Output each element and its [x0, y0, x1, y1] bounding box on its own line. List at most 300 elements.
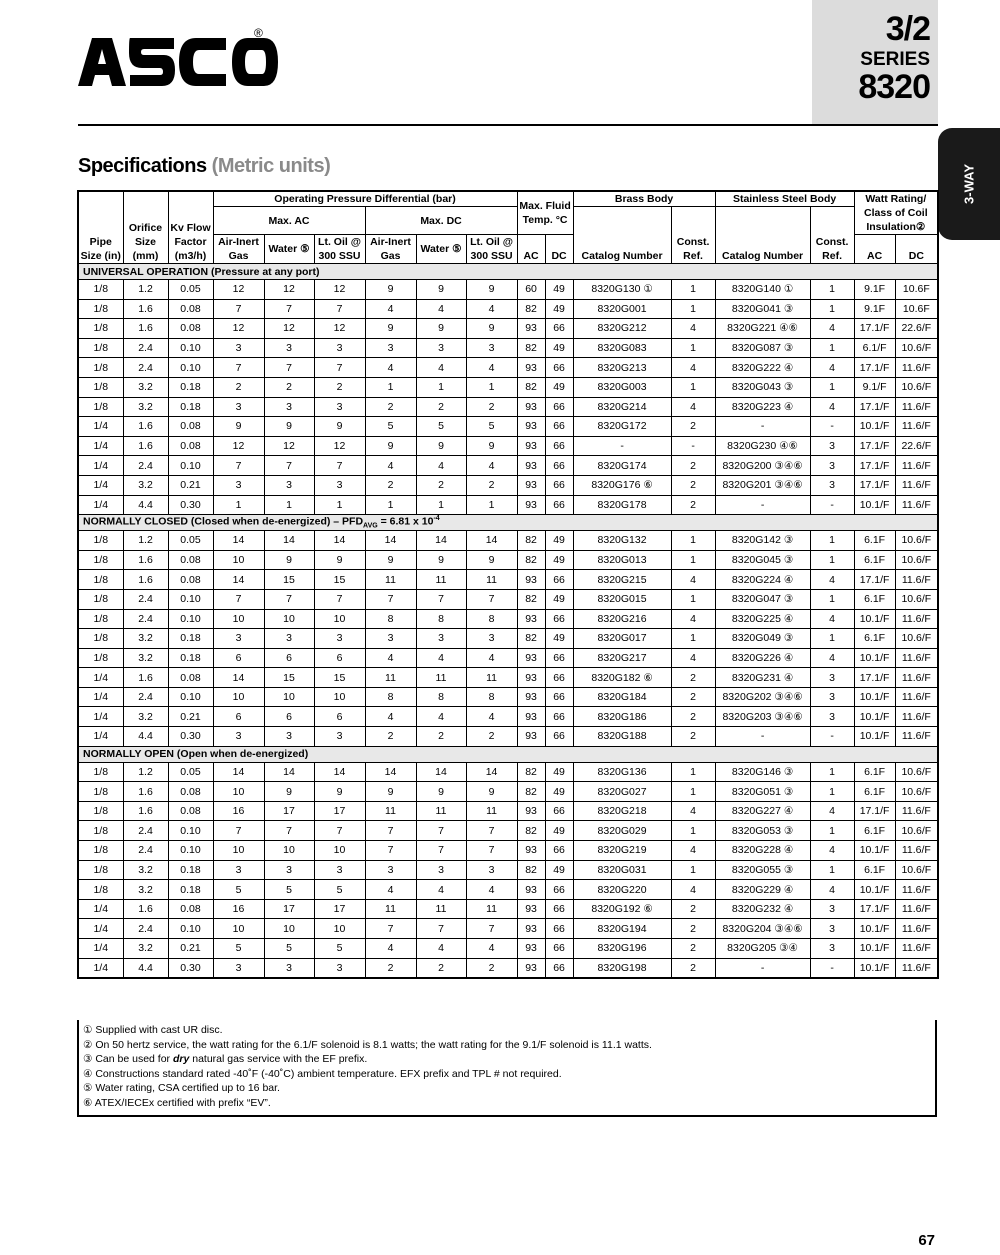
cell-watt-dc: 11.6/F [895, 939, 938, 959]
cell-dc-water: 9 [416, 550, 466, 570]
cell-watt-dc: 11.6/F [895, 456, 938, 476]
cell-kv-flow: 0.05 [168, 280, 213, 300]
cell-pipe-size: 1/8 [78, 762, 123, 782]
cell-dc-water: 4 [416, 939, 466, 959]
cell-ac-air: 10 [213, 550, 264, 570]
cell-temp-dc: 66 [545, 456, 573, 476]
cell-brass-catalog: 8320G174 [573, 456, 671, 476]
cell-brass-catalog: 8320G029 [573, 821, 671, 841]
cell-kv-flow: 0.10 [168, 821, 213, 841]
header-brass-const: Const. Ref. [671, 207, 715, 264]
cell-brass-const: 2 [671, 919, 715, 939]
cell-brass-const: 1 [671, 821, 715, 841]
footnotes [77, 1020, 937, 1117]
cell-watt-ac: 10.1/F [854, 417, 895, 437]
cell-brass-catalog: 8320G083 [573, 338, 671, 358]
cell-watt-dc: 11.6/F [895, 727, 938, 747]
cell-watt-ac: 17.1/F [854, 570, 895, 590]
cell-watt-dc: 10.6/F [895, 629, 938, 649]
cell-dc-oil: 2 [466, 958, 517, 978]
cell-ss-const: 4 [810, 319, 854, 339]
cell-ac-oil: 9 [314, 417, 365, 437]
cell-ss-const: 1 [810, 860, 854, 880]
cell-watt-ac: 10.1/F [854, 727, 895, 747]
cell-dc-air: 3 [365, 860, 416, 880]
cell-ss-const: 3 [810, 919, 854, 939]
cell-brass-catalog: 8320G194 [573, 919, 671, 939]
table-row [78, 821, 938, 841]
cell-ac-oil: 17 [314, 899, 365, 919]
cell-ac-oil: 14 [314, 762, 365, 782]
cell-temp-dc: 49 [545, 629, 573, 649]
cell-pipe-size: 1/8 [78, 358, 123, 378]
header-brass-catalog: Catalog Number [573, 207, 671, 264]
cell-brass-catalog: 8320G215 [573, 570, 671, 590]
cell-temp-dc: 66 [545, 609, 573, 629]
cell-watt-ac: 6.1F [854, 629, 895, 649]
cell-temp-ac: 93 [517, 417, 545, 437]
cell-dc-oil: 2 [466, 475, 517, 495]
cell-dc-water: 7 [416, 589, 466, 609]
cell-temp-dc: 66 [545, 475, 573, 495]
footnote-5: ⑤ Water rating, CSA certified up to 16 bar. [83, 1082, 280, 1094]
cell-dc-water: 2 [416, 475, 466, 495]
cell-dc-oil: 4 [466, 939, 517, 959]
cell-temp-dc: 49 [545, 860, 573, 880]
table-row [78, 475, 938, 495]
cell-dc-oil: 3 [466, 860, 517, 880]
cell-ac-oil: 7 [314, 456, 365, 476]
cell-dc-air: 2 [365, 397, 416, 417]
table-row [78, 570, 938, 590]
cell-watt-dc: 11.6/F [895, 899, 938, 919]
cell-dc-oil: 3 [466, 338, 517, 358]
cell-dc-oil: 2 [466, 727, 517, 747]
cell-dc-air: 9 [365, 319, 416, 339]
header-op-pressure: Operating Pressure Differential (bar) [213, 191, 517, 207]
cell-dc-air: 5 [365, 417, 416, 437]
spec-table [77, 190, 939, 979]
cell-orifice-size: 1.6 [123, 417, 168, 437]
cell-temp-ac: 82 [517, 377, 545, 397]
table-row [78, 668, 938, 688]
cell-watt-dc: 11.6/F [895, 397, 938, 417]
cell-ac-water: 10 [264, 687, 314, 707]
section-title-text: NORMALLY OPEN (Open when de-energized) [83, 748, 309, 761]
asco-logo [78, 26, 278, 92]
cell-kv-flow: 0.18 [168, 648, 213, 668]
footnote-3 [83, 1052, 931, 1067]
cell-dc-air: 3 [365, 338, 416, 358]
cell-kv-flow: 0.18 [168, 860, 213, 880]
cell-ss-const: - [810, 495, 854, 515]
cell-brass-const: 2 [671, 495, 715, 515]
table-row [78, 589, 938, 609]
cell-watt-ac: 17.1/F [854, 358, 895, 378]
cell-pipe-size: 1/8 [78, 629, 123, 649]
cell-dc-air: 4 [365, 648, 416, 668]
footnote-3-post: natural gas service with the EF prefix. [189, 1053, 368, 1065]
cell-brass-const: 2 [671, 475, 715, 495]
series-ratio: 3/2 [885, 10, 930, 48]
cell-ac-air: 9 [213, 417, 264, 437]
cell-dc-air: 9 [365, 436, 416, 456]
cell-ss-catalog: 8320G049 ③ [715, 629, 810, 649]
table-row [78, 648, 938, 668]
cell-kv-flow: 0.10 [168, 338, 213, 358]
section-title [78, 515, 938, 531]
cell-brass-const: 4 [671, 570, 715, 590]
table-row [78, 280, 938, 300]
cell-pipe-size: 1/4 [78, 958, 123, 978]
cell-watt-dc: 11.6/F [895, 919, 938, 939]
cell-brass-const: 1 [671, 299, 715, 319]
cell-watt-ac: 9.1F [854, 280, 895, 300]
cell-ac-air: 12 [213, 280, 264, 300]
cell-temp-ac: 93 [517, 319, 545, 339]
cell-ss-const: 1 [810, 629, 854, 649]
cell-ac-oil: 7 [314, 358, 365, 378]
cell-temp-ac: 93 [517, 899, 545, 919]
cell-ac-oil: 3 [314, 475, 365, 495]
cell-ac-oil: 9 [314, 782, 365, 802]
cell-temp-dc: 66 [545, 417, 573, 437]
cell-watt-ac: 17.1/F [854, 801, 895, 821]
cell-kv-flow: 0.08 [168, 899, 213, 919]
cell-kv-flow: 0.18 [168, 397, 213, 417]
cell-watt-dc: 22.6/F [895, 319, 938, 339]
header-dc-oil: Lt. Oil @ 300 SSU [466, 235, 517, 264]
cell-dc-water: 7 [416, 821, 466, 841]
cell-dc-oil: 4 [466, 456, 517, 476]
cell-dc-air: 4 [365, 299, 416, 319]
cell-orifice-size: 2.4 [123, 821, 168, 841]
section-header [78, 515, 938, 531]
cell-kv-flow: 0.18 [168, 377, 213, 397]
cell-ss-const: 4 [810, 648, 854, 668]
cell-ac-water: 12 [264, 280, 314, 300]
cell-pipe-size: 1/8 [78, 880, 123, 900]
cell-pipe-size: 1/4 [78, 456, 123, 476]
cell-ss-catalog: 8320G222 ④ [715, 358, 810, 378]
cell-ss-const: - [810, 958, 854, 978]
cell-temp-dc: 66 [545, 436, 573, 456]
cell-ss-catalog: 8320G055 ③ [715, 860, 810, 880]
cell-pipe-size: 1/8 [78, 570, 123, 590]
cell-ss-const: 1 [810, 377, 854, 397]
cell-kv-flow: 0.08 [168, 299, 213, 319]
cell-brass-catalog: 8320G184 [573, 687, 671, 707]
cell-watt-dc: 10.6/F [895, 782, 938, 802]
header-orifice-size: Orifice Size (mm) [123, 191, 168, 264]
cell-brass-catalog: 8320G172 [573, 417, 671, 437]
cell-brass-catalog: 8320G003 [573, 377, 671, 397]
cell-temp-dc: 49 [545, 377, 573, 397]
cell-watt-ac: 6.1F [854, 821, 895, 841]
cell-dc-air: 14 [365, 531, 416, 551]
cell-temp-dc: 49 [545, 762, 573, 782]
cell-watt-dc: 10.6/F [895, 762, 938, 782]
header-dc-air: Air-Inert Gas [365, 235, 416, 264]
cell-ac-oil: 3 [314, 860, 365, 880]
cell-ss-catalog: 8320G231 ④ [715, 668, 810, 688]
cell-pipe-size: 1/4 [78, 687, 123, 707]
cell-temp-ac: 82 [517, 299, 545, 319]
cell-dc-oil: 4 [466, 299, 517, 319]
cell-ss-catalog: 8320G202 ③④⑥ [715, 687, 810, 707]
cell-pipe-size: 1/8 [78, 589, 123, 609]
cell-ac-water: 7 [264, 821, 314, 841]
cell-ss-catalog: - [715, 417, 810, 437]
cell-dc-water: 7 [416, 919, 466, 939]
cell-pipe-size: 1/4 [78, 707, 123, 727]
cell-brass-catalog: 8320G027 [573, 782, 671, 802]
cell-temp-ac: 82 [517, 550, 545, 570]
cell-watt-dc: 10.6/F [895, 589, 938, 609]
cell-dc-oil: 1 [466, 495, 517, 515]
cell-dc-water: 2 [416, 958, 466, 978]
cell-dc-water: 5 [416, 417, 466, 437]
table-row [78, 495, 938, 515]
cell-brass-const: 1 [671, 550, 715, 570]
cell-brass-const: 4 [671, 801, 715, 821]
cell-watt-ac: 17.1/F [854, 436, 895, 456]
cell-dc-air: 7 [365, 589, 416, 609]
cell-temp-dc: 49 [545, 782, 573, 802]
cell-pipe-size: 1/4 [78, 417, 123, 437]
cell-orifice-size: 1.6 [123, 782, 168, 802]
cell-ac-air: 5 [213, 880, 264, 900]
cell-orifice-size: 3.2 [123, 939, 168, 959]
cell-brass-const: 2 [671, 707, 715, 727]
cell-pipe-size: 1/8 [78, 648, 123, 668]
cell-pipe-size: 1/4 [78, 727, 123, 747]
cell-watt-ac: 6.1F [854, 762, 895, 782]
cell-kv-flow: 0.10 [168, 919, 213, 939]
cell-temp-ac: 93 [517, 609, 545, 629]
cell-orifice-size: 3.2 [123, 860, 168, 880]
cell-dc-oil: 11 [466, 570, 517, 590]
cell-temp-dc: 49 [545, 531, 573, 551]
cell-temp-ac: 82 [517, 589, 545, 609]
cell-temp-dc: 49 [545, 821, 573, 841]
cell-ac-water: 3 [264, 397, 314, 417]
table-row [78, 801, 938, 821]
cell-brass-const: 2 [671, 456, 715, 476]
title-main: Specifications [78, 155, 207, 177]
cell-watt-ac: 10.1/F [854, 648, 895, 668]
cell-watt-ac: 10.1/F [854, 919, 895, 939]
cell-kv-flow: 0.05 [168, 531, 213, 551]
table-row [78, 880, 938, 900]
cell-temp-dc: 49 [545, 280, 573, 300]
cell-ac-air: 16 [213, 899, 264, 919]
cell-ss-catalog: 8320G053 ③ [715, 821, 810, 841]
cell-orifice-size: 2.4 [123, 687, 168, 707]
cell-temp-ac: 93 [517, 939, 545, 959]
cell-watt-ac: 10.1/F [854, 609, 895, 629]
cell-ss-catalog: 8320G047 ③ [715, 589, 810, 609]
cell-dc-oil: 2 [466, 397, 517, 417]
cell-watt-ac: 9.1/F [854, 377, 895, 397]
table-row [78, 436, 938, 456]
section-header [78, 746, 938, 762]
cell-brass-catalog: 8320G132 [573, 531, 671, 551]
cell-watt-ac: 10.1/F [854, 707, 895, 727]
cell-ac-oil: 2 [314, 377, 365, 397]
cell-watt-dc: 10.6/F [895, 821, 938, 841]
cell-pipe-size: 1/4 [78, 668, 123, 688]
cell-temp-ac: 93 [517, 570, 545, 590]
cell-dc-oil: 1 [466, 377, 517, 397]
cell-ss-catalog: 8320G226 ④ [715, 648, 810, 668]
cell-dc-air: 7 [365, 821, 416, 841]
cell-orifice-size: 2.4 [123, 456, 168, 476]
cell-orifice-size: 2.4 [123, 609, 168, 629]
cell-ac-air: 6 [213, 707, 264, 727]
cell-ss-const: 1 [810, 531, 854, 551]
cell-temp-dc: 66 [545, 841, 573, 861]
series-box [812, 0, 938, 124]
cell-ac-water: 2 [264, 377, 314, 397]
cell-ac-water: 10 [264, 609, 314, 629]
cell-temp-dc: 66 [545, 319, 573, 339]
cell-watt-ac: 17.1/F [854, 668, 895, 688]
cell-ss-const: 4 [810, 841, 854, 861]
cell-watt-ac: 6.1F [854, 860, 895, 880]
cell-ss-const: 1 [810, 821, 854, 841]
cell-pipe-size: 1/8 [78, 841, 123, 861]
footnote-3-pre: ③ Can be used for [83, 1053, 173, 1065]
cell-dc-air: 1 [365, 377, 416, 397]
cell-ac-air: 14 [213, 570, 264, 590]
cell-ac-air: 10 [213, 841, 264, 861]
cell-ac-air: 7 [213, 358, 264, 378]
cell-ac-water: 14 [264, 531, 314, 551]
cell-watt-ac: 10.1/F [854, 880, 895, 900]
cell-ss-catalog: 8320G223 ④ [715, 397, 810, 417]
table-row [78, 358, 938, 378]
cell-brass-catalog: 8320G212 [573, 319, 671, 339]
cell-ss-catalog: 8320G225 ④ [715, 609, 810, 629]
cell-ac-oil: 7 [314, 589, 365, 609]
cell-temp-ac: 93 [517, 358, 545, 378]
cell-watt-ac: 17.1/F [854, 397, 895, 417]
cell-ss-catalog: 8320G045 ③ [715, 550, 810, 570]
section-title [78, 264, 938, 280]
cell-temp-dc: 49 [545, 550, 573, 570]
cell-watt-dc: 10.6/F [895, 550, 938, 570]
cell-ac-water: 15 [264, 570, 314, 590]
cell-ss-catalog: - [715, 958, 810, 978]
cell-dc-oil: 14 [466, 531, 517, 551]
cell-brass-const: 4 [671, 609, 715, 629]
cell-dc-air: 7 [365, 919, 416, 939]
cell-kv-flow: 0.10 [168, 589, 213, 609]
cell-ac-air: 10 [213, 687, 264, 707]
cell-brass-const: 1 [671, 280, 715, 300]
cell-watt-ac: 10.1/F [854, 841, 895, 861]
cell-ac-oil: 1 [314, 495, 365, 515]
cell-ac-water: 10 [264, 919, 314, 939]
cell-brass-const: 4 [671, 841, 715, 861]
cell-dc-water: 2 [416, 727, 466, 747]
cell-temp-dc: 49 [545, 589, 573, 609]
cell-dc-water: 8 [416, 687, 466, 707]
table-row [78, 707, 938, 727]
cell-ss-const: 1 [810, 280, 854, 300]
cell-ss-catalog: 8320G228 ④ [715, 841, 810, 861]
header-dc-water: Water ⑤ [416, 235, 466, 264]
cell-brass-catalog: 8320G219 [573, 841, 671, 861]
cell-brass-catalog: 8320G176 ⑥ [573, 475, 671, 495]
header-watt-rating: Watt Rating/ Class of Coil Insulation② [854, 191, 938, 235]
cell-dc-oil: 4 [466, 707, 517, 727]
cell-ac-air: 14 [213, 531, 264, 551]
cell-ac-oil: 9 [314, 550, 365, 570]
footnote-1: ① Supplied with cast UR disc. [83, 1024, 223, 1036]
cell-watt-dc: 11.6/F [895, 958, 938, 978]
cell-ss-catalog: 8320G232 ④ [715, 899, 810, 919]
cell-temp-dc: 49 [545, 299, 573, 319]
cell-temp-dc: 66 [545, 358, 573, 378]
cell-ac-air: 12 [213, 319, 264, 339]
cell-brass-const: 2 [671, 899, 715, 919]
cell-watt-ac: 6.1F [854, 550, 895, 570]
cell-kv-flow: 0.21 [168, 475, 213, 495]
cell-ac-oil: 12 [314, 319, 365, 339]
cell-temp-ac: 93 [517, 841, 545, 861]
cell-dc-oil: 8 [466, 609, 517, 629]
cell-dc-air: 3 [365, 629, 416, 649]
cell-ac-water: 3 [264, 860, 314, 880]
cell-ac-water: 7 [264, 299, 314, 319]
cell-dc-oil: 7 [466, 919, 517, 939]
cell-ss-catalog: 8320G229 ④ [715, 880, 810, 900]
cell-temp-dc: 66 [545, 648, 573, 668]
header-stainless-body: Stainless Steel Body [715, 191, 854, 207]
cell-ss-const: 1 [810, 782, 854, 802]
cell-brass-catalog: 8320G178 [573, 495, 671, 515]
cell-ss-catalog: 8320G041 ③ [715, 299, 810, 319]
cell-ac-oil: 10 [314, 841, 365, 861]
cell-ac-water: 3 [264, 958, 314, 978]
cell-watt-dc: 11.6/F [895, 417, 938, 437]
cell-ac-air: 1 [213, 495, 264, 515]
cell-dc-air: 11 [365, 570, 416, 590]
cell-ac-air: 3 [213, 397, 264, 417]
cell-ss-const: - [810, 727, 854, 747]
cell-brass-const: 1 [671, 531, 715, 551]
cell-ss-catalog: - [715, 495, 810, 515]
cell-orifice-size: 4.4 [123, 727, 168, 747]
cell-ss-catalog: 8320G227 ④ [715, 801, 810, 821]
cell-pipe-size: 1/8 [78, 280, 123, 300]
cell-ss-const: - [810, 417, 854, 437]
cell-temp-ac: 82 [517, 629, 545, 649]
cell-dc-water: 3 [416, 629, 466, 649]
cell-dc-air: 4 [365, 939, 416, 959]
cell-brass-catalog: 8320G130 ① [573, 280, 671, 300]
cell-brass-catalog: 8320G218 [573, 801, 671, 821]
cell-brass-const: 1 [671, 629, 715, 649]
cell-ac-air: 14 [213, 762, 264, 782]
cell-ac-water: 9 [264, 550, 314, 570]
header-ss-const: Const. Ref. [810, 207, 854, 264]
cell-dc-oil: 11 [466, 899, 517, 919]
cell-kv-flow: 0.08 [168, 436, 213, 456]
cell-orifice-size: 1.6 [123, 436, 168, 456]
